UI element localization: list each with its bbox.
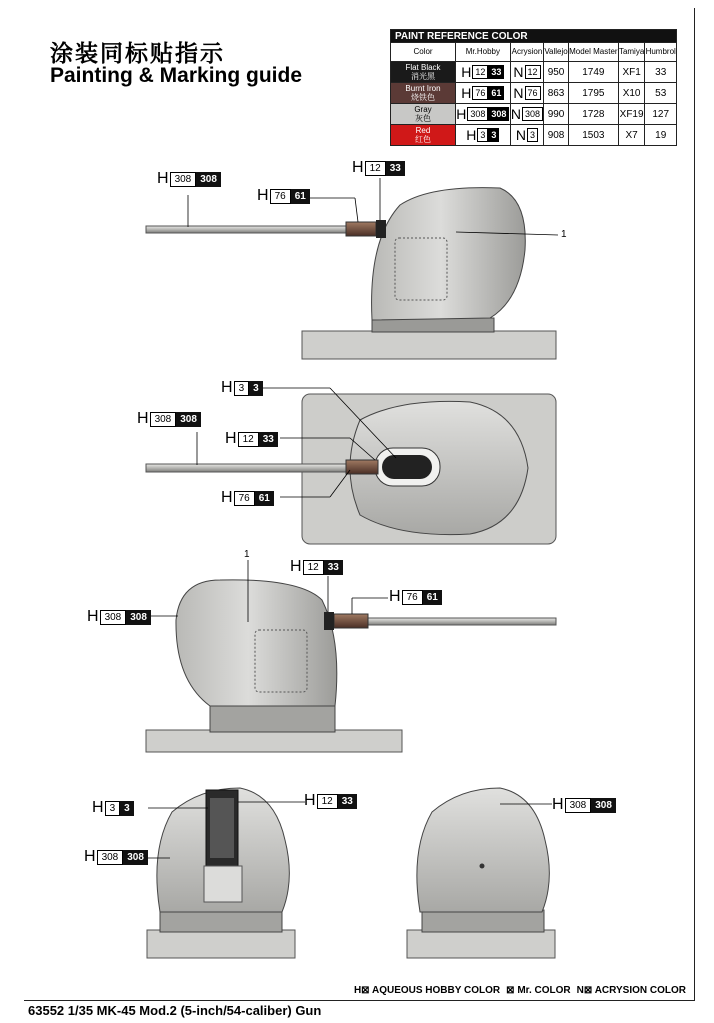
col-mrhobby: Mr.Hobby [456, 43, 511, 62]
color-swatch-burnt-iron: Burnt Iron 烧铁色 [391, 83, 456, 104]
color-legend [354, 985, 686, 996]
title-english: Painting & Marking guide [50, 64, 303, 87]
callout-flat-black: H 12 33 [225, 430, 278, 448]
callout-burnt-iron: H 76 61 [221, 489, 274, 507]
callout-red: H 3 3 [221, 379, 263, 397]
callout-gray: H 308 308 [84, 848, 148, 866]
table-row: Burnt Iron 烧铁色 H 76 61 N 76 863 1795 X10 53 [391, 83, 677, 104]
footer-product-title: 63552 1/35 MK-45 Mod.2 (5-inch/54-caliber) Gun [28, 1003, 322, 1018]
col-vallejo: Vallejo [544, 43, 569, 62]
callout-burnt-iron: H 76 61 [257, 187, 310, 205]
callout-red: H 3 3 [92, 799, 134, 817]
title-chinese: 涂装同标贴指示 [50, 41, 225, 67]
callout-gray: H 308 308 [87, 608, 151, 626]
callout-gray: H 308 308 [137, 410, 201, 428]
col-humbrol: Humbrol [645, 43, 677, 62]
callout-flat-black: H 12 33 [290, 558, 343, 576]
table-row: Red 红色 H 3 3 N 3 908 1503 X7 19 [391, 125, 677, 146]
legend-aqueous: H⊠ AQUEOUS HOBBY COLOR [353, 985, 501, 996]
view-front [140, 788, 305, 958]
table-row: Gray 灰色 H 308 308 N 308 990 1728 XF19 127 [391, 104, 677, 125]
callout-gray: H 308 308 [552, 796, 616, 814]
callout-flat-black: H 12 33 [304, 792, 357, 810]
col-tamiya: Tamiya [618, 43, 645, 62]
paint-table-header: PAINT REFERENCE COLOR [391, 30, 677, 43]
view-top [146, 388, 556, 544]
view-side-right [146, 560, 556, 752]
color-swatch-red: Red 红色 [391, 125, 456, 146]
table-row: Flat Black 消光黑 H 12 33 N 12 950 1749 XF1 33 [391, 62, 677, 83]
view-rear [407, 788, 555, 958]
view-side-left [146, 178, 558, 359]
legend-acrysion: N⊠ ACRYSION COLOR [576, 985, 686, 996]
callout-gray: H 308 308 [157, 170, 221, 188]
col-acrysion: Acrysion [510, 43, 543, 62]
callout-burnt-iron: H 76 61 [389, 588, 442, 606]
color-swatch-flat-black: Flat Black 消光黑 [391, 62, 456, 83]
decal-marker-1: 1 [561, 229, 567, 240]
color-swatch-gray: Gray 灰色 [391, 104, 456, 125]
col-color: Color [391, 43, 456, 62]
callout-flat-black: H 12 33 [352, 159, 405, 177]
decal-marker-1: 1 [244, 549, 250, 560]
col-model-master: Model Master [568, 43, 618, 62]
legend-mr-color: ⊠ Mr. COLOR [506, 985, 571, 996]
